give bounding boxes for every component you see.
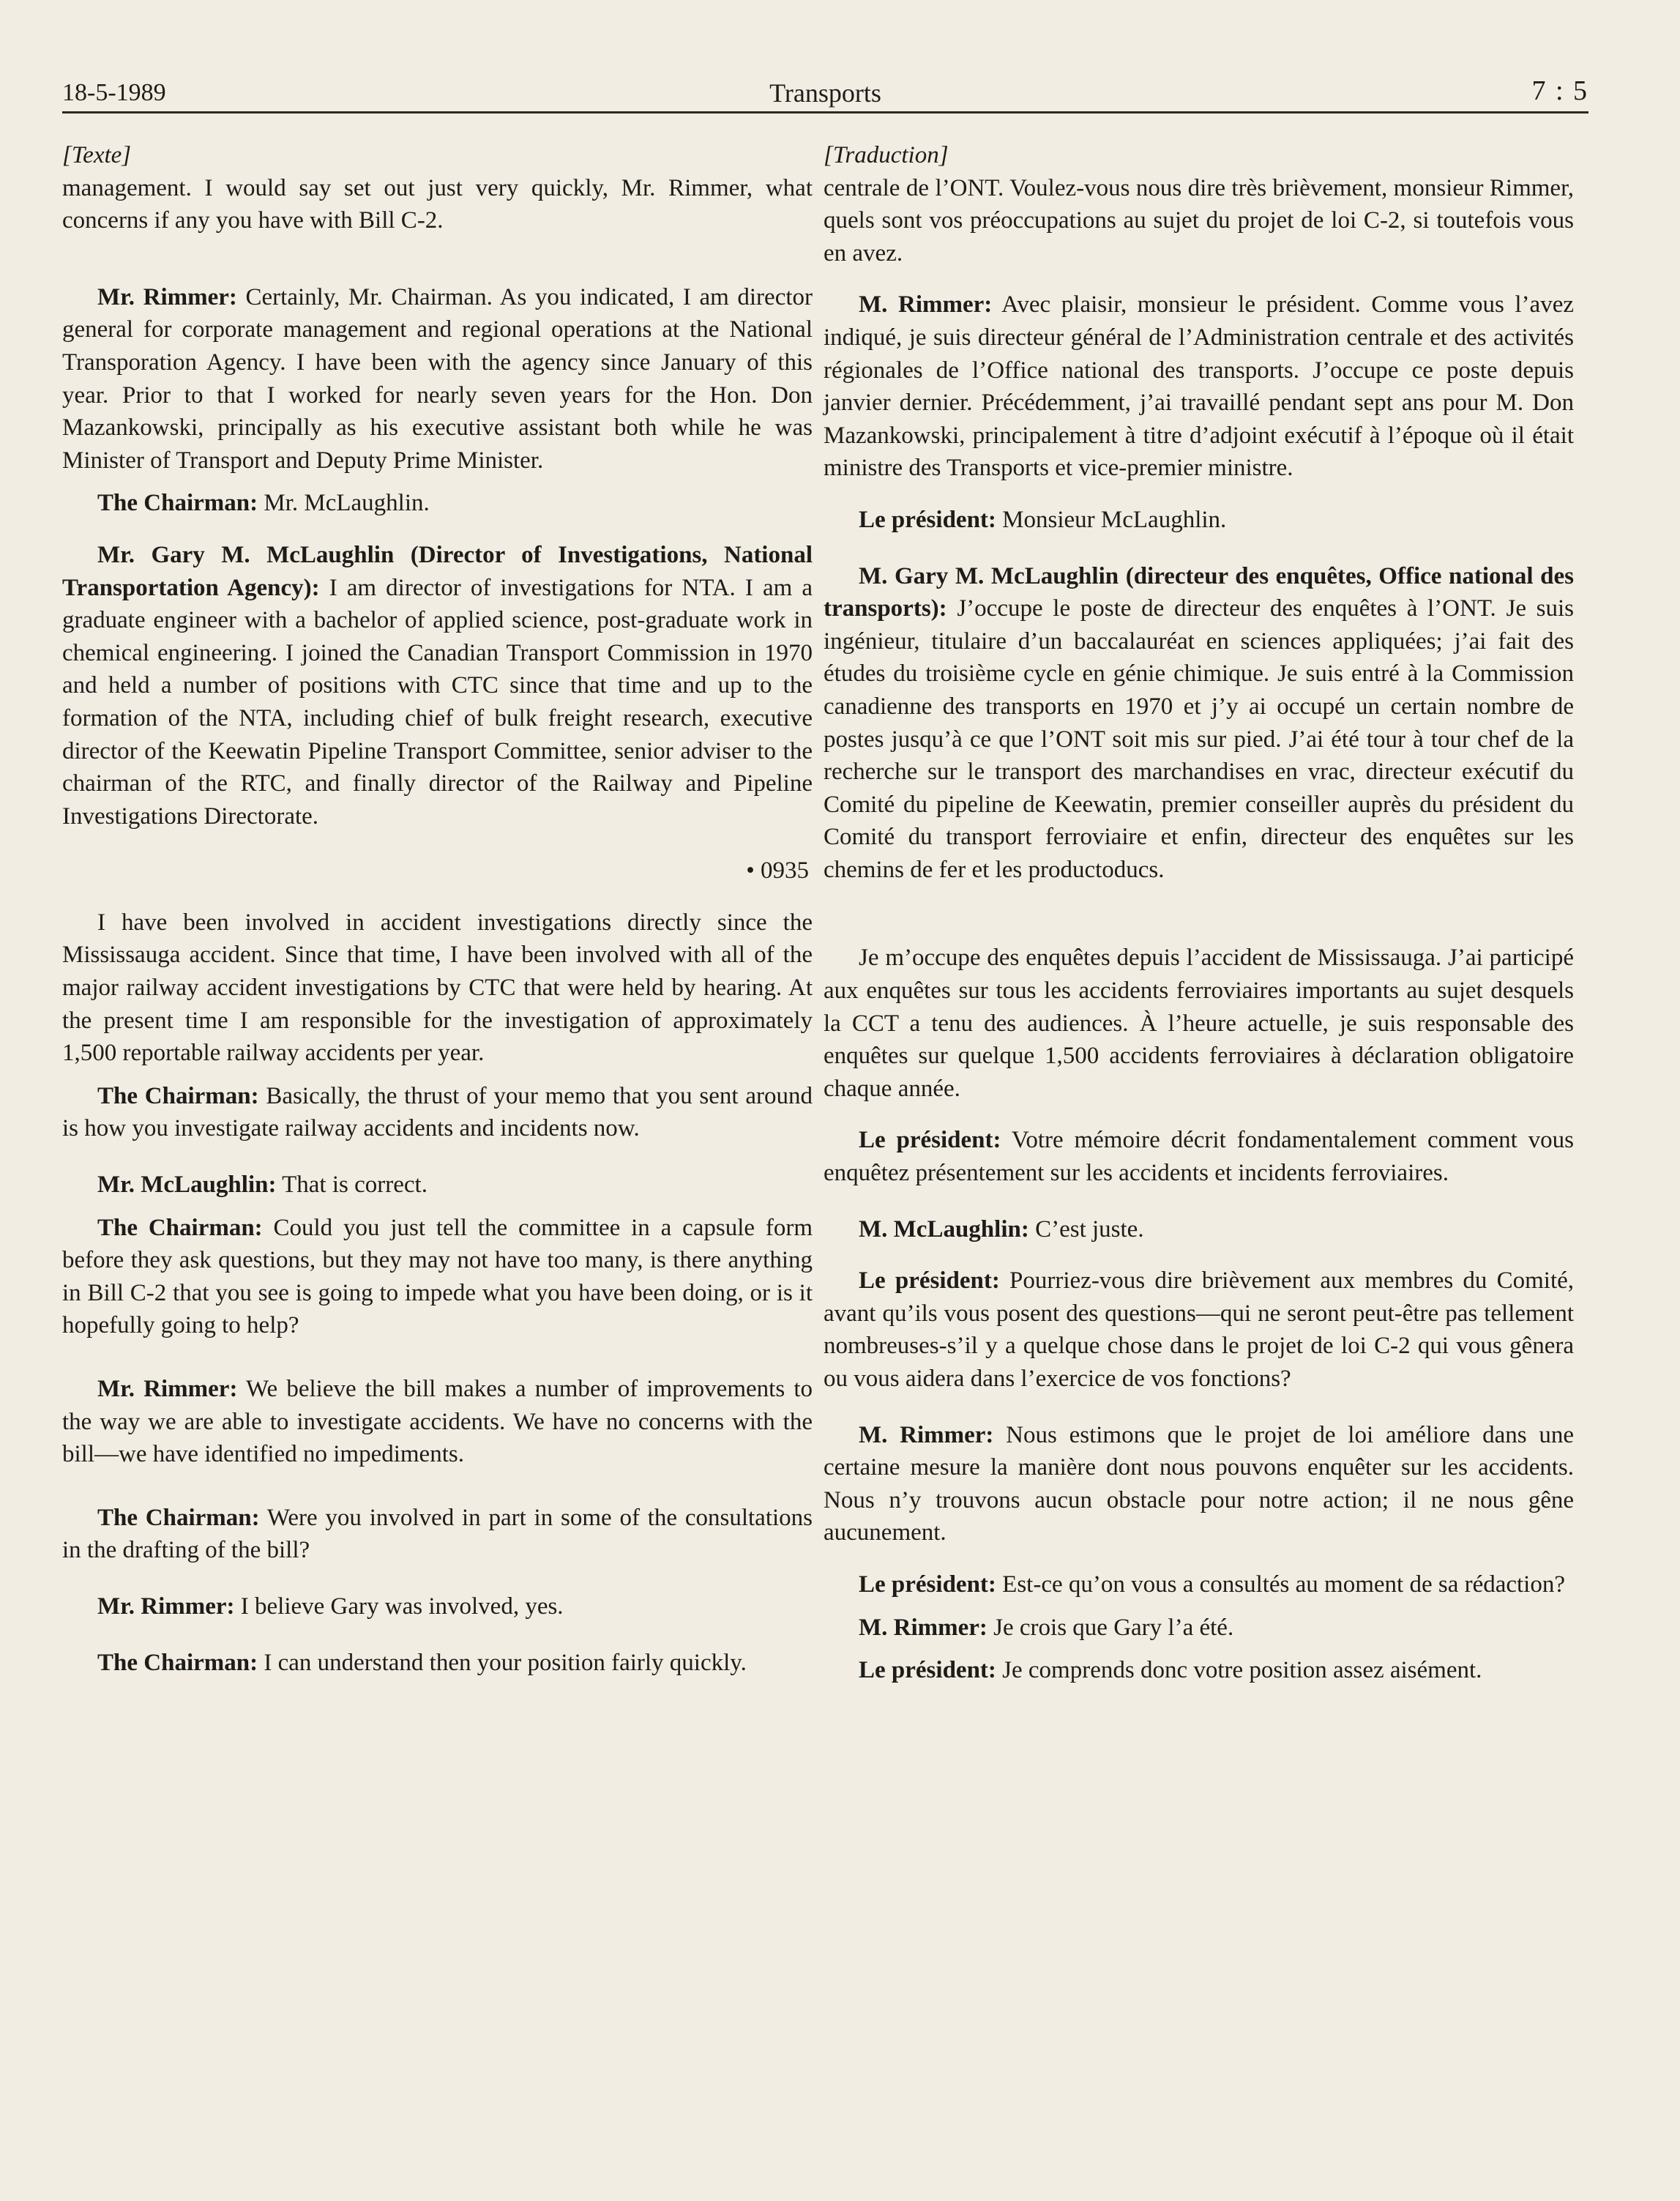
paragraph [62, 1502, 813, 1567]
paragraph: I have been involved in accident investigations directly since the Mississauga accident. Since that time, I have been involved with all of the major railway accident investigations by CTC that were held by hearing. At the present time I am responsible for the investigation of approximately 1,500 reportable railway accidents per year. [62, 909, 813, 1067]
speech-text: Avec plaisir, monsieur le président. Comme vous l’avez indiqué, je suis directeur général de l’Administration centrale et des activités régionales de l’Office national des transports. J’occupe ce poste depuis janvier dernier. Précédemment, j’ai travaillé pendant sept ans pour M. Don Mazankowski, principalement à titre d’adjoint exécutif à l’époque où il était ministre des Transports et vice-premier ministre. [824, 291, 1574, 482]
speech-text: C’est juste. [1028, 1215, 1144, 1243]
paragraph [824, 1213, 1574, 1246]
paragraph [824, 1568, 1574, 1601]
paragraph [824, 1612, 1574, 1645]
paragraph [824, 288, 1574, 485]
paragraph [62, 1590, 813, 1623]
column-label-traduction: [Traduction] [824, 142, 949, 168]
speaker-name: Le président: [859, 1571, 996, 1598]
speaker-name: M. Rimmer: [859, 1421, 994, 1448]
speech-text: Certainly, Mr. Chairman. As you indicated, I am director general for corporate management and regional operations at the National Transporation Agency. I have been with the agency since January of this year. Prior to that I worked for nearly seven years for the Hon. Don Mazankowski, principally as his executive assistant both while he was Minister of Transport and Deputy Prime Minister. [62, 283, 813, 474]
speaker-name: Mr. Rimmer: [97, 283, 237, 310]
column-label-texte: [Texte] [62, 142, 132, 168]
speaker-name: Le président: [859, 1267, 1000, 1295]
page-header [62, 75, 1588, 116]
paragraph [62, 487, 813, 520]
french-column [824, 139, 1574, 1687]
paragraph [62, 1212, 813, 1342]
speaker-name: Mr. Rimmer: [97, 1593, 235, 1620]
speech-text: We believe the bill makes a number of improvements to the way we are able to investigate accidents. We have no concerns with the bill—we have identified no impediments. [62, 1376, 813, 1468]
speech-text: Were you involved in part in some of the consultations in the drafting of the bill? [62, 1504, 813, 1564]
speech-text: I am director of investigations for NTA. I am a graduate engineer with a bachelor of applied science, post-graduate work in chemical engineering. I joined the Canadian Transport Commission in 1970 and held a number of positions with CTC since that time and up to the formation of the NTA, including chief of bulk freight research, executive director of the Keewatin Pipeline Transport Committee, senior adviser to the chairman of the RTC, and finally director of the Railway and Pipeline Investigations Directorate. [62, 574, 813, 830]
speaker-name: The Chairman: [97, 490, 258, 517]
header-title: Transports [769, 78, 881, 108]
speaker-name: The Chairman: [97, 1082, 259, 1109]
speaker-name: The Chairman: [97, 1214, 263, 1241]
paragraph [824, 560, 1574, 887]
speech-text: I can understand then your position fairly quickly. [258, 1649, 747, 1676]
header-rule [62, 111, 1588, 113]
speech-text: J’occupe le poste de directeur des enquêtes à l’ONT. Je suis ingénieur, titulaire d’un baccalauréat en sciences appliquées; j’ai fait des études du troisième cycle en génie chimique. Je suis entré à la Commission canadienne des transports en 1970 et j’y ai occupé un certain nombre de postes jusqu’à ce que l’ONT soit mis sur pied. J’ai été tour à tour chef de la recherche sur le transport des marchandises en vrac, directeur exécutif du Comité du pipeline de Keewatin, premier conseiller auprès du président du Comité du transport ferroviaire et enfin, directeur des enquêtes sur les chemins de fer et les productoducs. [824, 595, 1574, 883]
paragraph: centrale de l’ONT. Voulez-vous nous dire très brièvement, monsieur Rimmer, quels sont vos préoccupations au sujet du projet de loi C-2, si toutefois vous en avez. [824, 174, 1574, 267]
speech-text: Monsieur McLaughlin. [996, 506, 1227, 533]
speech-text: Could you just tell the committee in a capsule form before they ask questions, but they may not have too many, is there anything in Bill C-2 that you see is going to impede what you have been doing, or is it hopefully going to help? [62, 1214, 813, 1339]
speaker-name: Le président: [859, 1127, 1001, 1154]
paragraph [62, 1169, 813, 1202]
page-number: 7 : 5 [1531, 75, 1588, 106]
paragraph [824, 1654, 1574, 1687]
paragraph [62, 1373, 813, 1471]
paragraph [62, 281, 813, 477]
paragraph [824, 504, 1574, 537]
paragraph [62, 1647, 813, 1680]
english-column [62, 139, 813, 1679]
paragraph: Je m’occupe des enquêtes depuis l’accident de Mississauga. J’ai participé aux enquêtes sur tous les accidents ferroviaires importants au sujet desquels la CCT a tenu des audiences. À l’heure actuelle, je suis responsable des enquêtes sur quelque 1,500 accidents ferroviaires à déclaration obligatoire chaque année. [824, 945, 1574, 1102]
speaker-name: Mr. McLaughlin: [97, 1172, 277, 1199]
paragraph [62, 1080, 813, 1145]
speaker-name: Mr. Rimmer: [97, 1376, 238, 1402]
speaker-name: M. Rimmer: [859, 1614, 988, 1641]
speaker-name: Mr. Gary M. McLaughlin (Director of Investigations, National Transportation Agency): [62, 541, 813, 601]
speech-text: Je crois que Gary l’a été. [987, 1614, 1234, 1641]
paragraph [824, 1124, 1574, 1189]
speaker-name: The Chairman: [97, 1649, 258, 1676]
speech-text: That is correct. [276, 1172, 428, 1199]
speaker-name: M. Gary M. McLaughlin (directeur des enquêtes, Office national des transports): [824, 562, 1574, 622]
speaker-name: Le président: [859, 506, 996, 533]
paragraph: management. I would say set out just very quickly, Mr. Rimmer, what concerns if any you have with Bill C-2. [62, 174, 813, 234]
paragraph [824, 1265, 1574, 1395]
speech-text: Est-ce qu’on vous a consultés au moment de sa rédaction? [996, 1571, 1566, 1598]
paragraph [824, 1419, 1574, 1549]
paragraph [62, 539, 813, 833]
speech-text: Je comprends donc votre position assez aisément. [996, 1657, 1482, 1684]
timestamp: • 0935 [746, 857, 809, 885]
speaker-name: The Chairman: [97, 1504, 260, 1531]
header-date: 18-5-1989 [62, 79, 166, 106]
speech-text: Basically, the thrust of your memo that you sent around is how you investigate railway accidents and incidents now. [62, 1082, 813, 1142]
speaker-name: M. Rimmer: [859, 291, 993, 319]
speaker-name: M. McLaughlin: [859, 1215, 1029, 1243]
speaker-name: Le président: [859, 1657, 996, 1684]
speech-text: Pourriez-vous dire brièvement aux membres du Comité, avant qu’ils vous posent des questions—qui ne seront peut-être pas tellement nombreuses-s’il y a quelque chose dans le projet de loi C-2 qui vous gênera ou vous aidera dans l’exercice de vos fonctions? [824, 1267, 1575, 1392]
speech-text: I believe Gary was involved, yes. [234, 1593, 564, 1620]
speech-text: Votre mémoire décrit fondamentalement comment vous enquêtez présentement sur les accidents et incidents ferroviaires. [824, 1127, 1574, 1187]
speech-text: Nous estimons que le projet de loi améliore dans une certaine mesure la manière dont nous pouvons enquêter sur les accidents. Nous n’y trouvons aucun obstacle pour notre action; il ne nous gêne aucunement. [824, 1421, 1574, 1546]
speech-text: Mr. McLaughlin. [258, 490, 430, 517]
